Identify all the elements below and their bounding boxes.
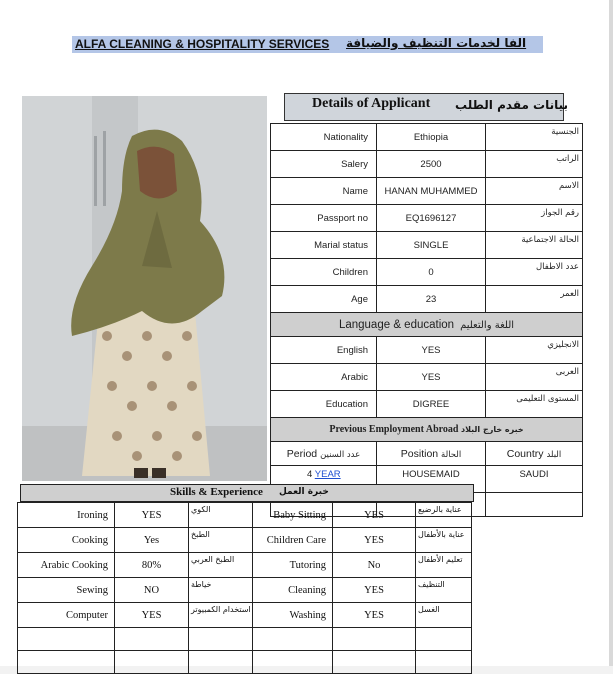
skill-label-ar: تعليم الأطفال	[416, 553, 472, 578]
skill-label: Arabic Cooking	[18, 553, 115, 578]
details-row	[271, 124, 583, 151]
skill-label-ar: خياطة	[189, 578, 253, 603]
skills-row	[18, 578, 472, 603]
skills-row	[18, 503, 472, 528]
skill-value: YES	[333, 603, 416, 628]
language-row	[271, 391, 583, 418]
skills-title-en: Skills & Experience	[170, 486, 263, 498]
row-value: 2500	[377, 151, 486, 178]
row-label-ar: المستوى التعليمى	[486, 391, 583, 418]
employment-band	[271, 418, 583, 442]
row-value: HANAN MUHAMMED	[377, 178, 486, 205]
skill-value: YES	[115, 503, 189, 528]
row-label: Passport no	[271, 205, 377, 232]
skill-value: YES	[333, 503, 416, 528]
skill-label: Computer	[18, 603, 115, 628]
skills-row-empty	[18, 651, 472, 674]
details-row	[271, 151, 583, 178]
skill-label: Baby Sitting	[253, 503, 333, 528]
col-position-en: Position	[400, 447, 439, 460]
employment-band-ar: خبره خارج البلاد	[460, 425, 524, 434]
language-band	[271, 313, 583, 337]
row-label-ar: الراتب	[486, 151, 583, 178]
skill-value: YES	[333, 528, 416, 553]
col-position-ar: الحالة	[441, 449, 462, 460]
skill-label: Ironing	[18, 503, 115, 528]
skill-label-ar: الكوي	[189, 503, 253, 528]
skill-value: Yes	[115, 528, 189, 553]
row-label-ar: الاسم	[486, 178, 583, 205]
employment-band-en: Previous Employment Abroad	[329, 424, 459, 435]
col-period-ar: عدد السنين	[320, 449, 361, 460]
row-label-ar: الجنسية	[486, 124, 583, 151]
skill-label: Washing	[253, 603, 333, 628]
skills-row-empty	[18, 628, 472, 651]
row-label: Arabic	[271, 364, 377, 391]
row-label: English	[271, 337, 377, 364]
skill-label: Cooking	[18, 528, 115, 553]
row-value: 23	[377, 286, 486, 313]
row-label: Age	[271, 286, 377, 313]
skill-label-ar: عناية بالأطفال	[416, 528, 472, 553]
skill-label-ar: الغسل	[416, 603, 472, 628]
company-name-en: ALFA CLEANING & HOSPITALITY SERVICES	[75, 37, 330, 51]
row-label: Education	[271, 391, 377, 418]
row-value: SINGLE	[377, 232, 486, 259]
employment-country: SAUDI	[486, 466, 583, 493]
applicant-photo	[22, 96, 267, 481]
employment-position: HOUSEMAID	[377, 466, 486, 493]
skill-label: Sewing	[18, 578, 115, 603]
row-label: Marial status	[271, 232, 377, 259]
details-row	[271, 259, 583, 286]
skill-value: No	[333, 553, 416, 578]
row-label-ar: العربى	[486, 364, 583, 391]
row-label-ar: رقم الجواز	[486, 205, 583, 232]
row-label-ar: العمر	[486, 286, 583, 313]
skills-row	[18, 528, 472, 553]
row-label-ar: عدد الاطفال	[486, 259, 583, 286]
details-title-en: Details of Applicant	[312, 96, 431, 111]
row-value: YES	[377, 337, 486, 364]
row-value: EQ1696127	[377, 205, 486, 232]
row-label: Nationality	[271, 124, 377, 151]
row-value: Ethiopia	[377, 124, 486, 151]
row-label: Children	[271, 259, 377, 286]
col-country-ar: البلد	[546, 449, 562, 460]
skill-label: Tutoring	[253, 553, 333, 578]
language-row	[271, 364, 583, 391]
applicant-photo-illustration	[22, 96, 267, 481]
skill-value: YES	[333, 578, 416, 603]
skills-row	[18, 603, 472, 628]
details-row	[271, 232, 583, 259]
skill-label: Children Care	[253, 528, 333, 553]
skills-row	[18, 553, 472, 578]
col-period-en: Period	[286, 447, 318, 460]
skill-label-ar: الطبخ	[189, 528, 253, 553]
skill-value: NO	[115, 578, 189, 603]
skill-value: YES	[115, 603, 189, 628]
skill-label-ar: الطبخ العربي	[189, 553, 253, 578]
period-number: 4	[307, 469, 313, 480]
skill-label-ar: استخدام الكمبيوتر	[189, 603, 253, 628]
company-name-ar: الفا لخدمات التنظيف والضيافة	[346, 36, 527, 50]
details-row	[271, 178, 583, 205]
page-edge	[609, 0, 613, 666]
language-band-en: Language & education	[338, 318, 455, 331]
period-unit: YEAR	[314, 469, 341, 480]
skill-label: Cleaning	[253, 578, 333, 603]
language-band-ar: اللغة والتعليم	[460, 319, 515, 331]
row-value: DIGREE	[377, 391, 486, 418]
skills-table	[17, 502, 472, 674]
language-row	[271, 337, 583, 364]
skill-value: 80%	[115, 553, 189, 578]
skill-label-ar: التنظيف	[416, 578, 472, 603]
col-country-en: Country	[506, 447, 544, 460]
row-value: 0	[377, 259, 486, 286]
details-row	[271, 286, 583, 313]
details-title-ar: بيانات مقدم الطلب	[455, 98, 569, 112]
row-label-ar: الانجليزي	[486, 337, 583, 364]
details-row	[271, 205, 583, 232]
details-table	[270, 123, 583, 517]
row-label-ar: الحالة الاجتماعية	[486, 232, 583, 259]
row-label: Name	[271, 178, 377, 205]
skills-title-ar: خبرة العمل	[279, 487, 329, 497]
employment-header-row	[271, 442, 583, 466]
row-label: Salery	[271, 151, 377, 178]
row-value: YES	[377, 364, 486, 391]
skill-label-ar: عناية بالرضيع	[416, 503, 472, 528]
